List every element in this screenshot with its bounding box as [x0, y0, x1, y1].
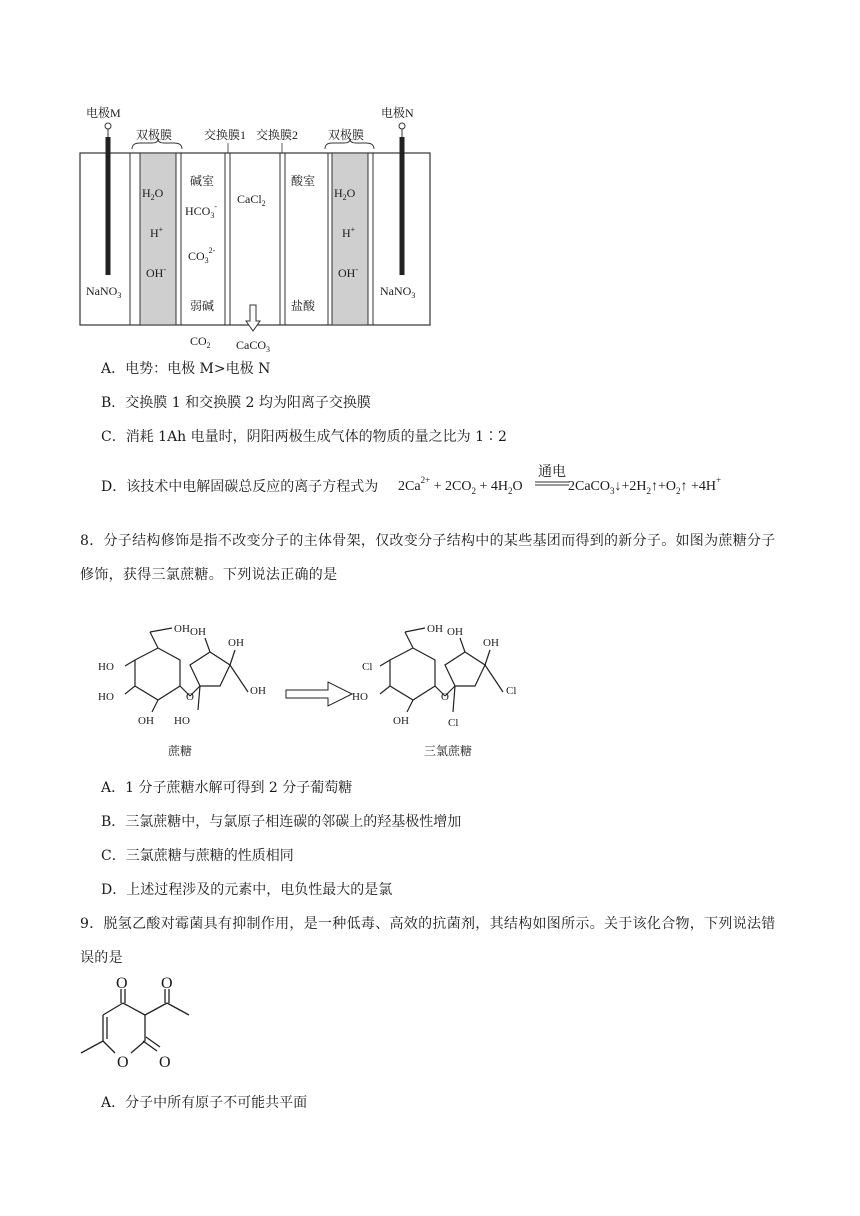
q7-option-b: B．交换膜 1 和交换膜 2 均为阳离子交换膜: [101, 395, 371, 411]
bip-right-h2o: $H_2O$: [334, 186, 356, 202]
sucralose-cl-1: Cl: [362, 661, 373, 673]
lactone-o: O: [159, 1054, 171, 1071]
sucrose-ho-2: HO: [98, 691, 114, 703]
sucrose-glucose-ring: [135, 648, 180, 700]
q8-option-c: C．三氯蔗糖与蔗糖的性质相同: [101, 848, 294, 864]
svg-text:2CaCO3↓+2H2↑+O2↑ +4H+: $2CaCO_3↓+2H_2↑+O_2↑ +4H^+$: [568, 475, 722, 496]
sucralose-label: 三氯蔗糖: [424, 744, 473, 758]
carbonyl-o-top: O: [116, 975, 128, 992]
sucrose-oh-3: OH: [190, 626, 206, 638]
bip-right-h: H+: [342, 225, 356, 240]
precipitate-arrow: [246, 305, 260, 331]
membrane-1-label: 交换膜1: [204, 128, 247, 142]
ring-o: O: [117, 1054, 129, 1071]
electrode-m-terminal: [105, 123, 111, 129]
q7-option-d-prefix: D．该技术中电解固碳总反应的离子方程式为: [101, 479, 379, 495]
q9-dehydroacetic-acid-structure: [75, 975, 205, 1080]
sucrose-oh-2: OH: [138, 715, 154, 727]
sucralose-o-link: O: [441, 691, 449, 703]
hcl-label: 盐酸: [291, 299, 316, 313]
q7-option-d-equation: [398, 462, 778, 502]
sucrose-ho-1: HO: [98, 661, 114, 673]
sucralose-cl-2: Cl: [506, 685, 517, 697]
sucrose-oh-1: OH: [174, 623, 190, 635]
acid-room-label: 酸室: [291, 174, 316, 188]
bip-left-oh: OH-: [146, 265, 167, 280]
q8-option-b: B．三氯蔗糖中，与氯原子相连碳的邻碳上的羟基极性增加: [101, 814, 462, 830]
bip-left-h: H+: [150, 225, 164, 240]
electrode-n-label: 电极N: [381, 106, 414, 120]
q8-option-d: D．上述过程涉及的元素中，电负性最大的是氯: [101, 882, 393, 898]
q8-stem: 8．分子结构修饰是指不改变分子的主体骨架，仅改变分子结构中的某些基团而得到的新分子。如图为蔗糖分子修饰，获得三氯蔗糖。下列说法正确的是: [80, 533, 776, 583]
membrane-2-label: 交换膜2: [256, 128, 299, 142]
q9-stem: 9．脱氢乙酸对霉菌具有抑制作用，是一种低毒、高效的抗菌剂，其结构如图所示。关于该化合物，下列说法错误的是: [80, 916, 776, 966]
sucralose-ho-1: HO: [352, 691, 368, 703]
electrode-m-label: 电极M: [86, 106, 121, 120]
cacl2-label: CaCl$_2$: [237, 192, 266, 208]
sucrose-fructose-ring: [190, 652, 230, 686]
sucralose-oh-3: OH: [447, 626, 463, 638]
bipolar-left-label: 双极膜: [136, 128, 173, 142]
electrode-n-terminal: [399, 123, 405, 129]
co2-label: $CO_2$: [190, 334, 211, 350]
caco3-label: CaCO$_3$: [236, 338, 270, 354]
cell-container: [80, 153, 430, 325]
hco3-label: $HCO_3^-$: [185, 202, 218, 220]
co3-label: $CO_3^{2-}$: [188, 246, 216, 265]
q7-option-d-condition: 通电: [538, 465, 566, 480]
base-room-label: 碱室: [190, 174, 215, 188]
svg-text:2Ca2+ + 2CO2 + 4H2O: $2Ca^{2+} + 2CO_2 + 4H_2O$: [398, 475, 523, 496]
q7-option-c: C．消耗 1Ah 电量时，阴阳两极生成气体的物质的量之比为 1∶2: [101, 429, 507, 445]
q8-molecule-figure: [90, 620, 550, 765]
sucralose-oh-2: OH: [393, 715, 409, 727]
electrode-n: [400, 137, 405, 275]
electrode-m: [106, 137, 111, 275]
sucrose-label: 蔗糖: [168, 744, 193, 758]
q9-option-a: A．分子中所有原子不可能共平面: [101, 1095, 308, 1111]
nano3-right-label: NaNO$_3$: [380, 284, 416, 300]
sucrose-oh-4: OH: [228, 637, 244, 649]
acetyl-o: O: [161, 975, 173, 992]
q8-option-a: A．1 分子蔗糖水解可得到 2 分子葡萄糖: [101, 780, 353, 796]
sucrose-o-link: O: [186, 691, 194, 703]
electrolysis-cell-diagram: [70, 95, 450, 360]
sucrose-oh-5: OH: [250, 685, 266, 697]
bipolar-right-label: 双极膜: [328, 128, 365, 142]
sucralose-glucose-ring: [390, 648, 435, 700]
nano3-left-label: NaNO$_3$: [86, 284, 122, 300]
sucralose-cl-3: Cl: [448, 717, 459, 729]
sucralose-oh-1: OH: [427, 623, 443, 635]
sucralose-oh-4: OH: [483, 637, 499, 649]
bip-right-oh: OH-: [338, 265, 359, 280]
transformation-arrow: [286, 682, 352, 706]
sucrose-ho-3: HO: [174, 715, 190, 727]
bip-left-h2o: $H_2O$: [142, 186, 164, 202]
q7-option-d: [101, 477, 378, 497]
sucralose-fructose-ring: [445, 652, 485, 686]
q7-option-a: A．电势：电极 M>电极 N: [101, 361, 271, 377]
weak-base-label: 弱碱: [190, 299, 215, 313]
